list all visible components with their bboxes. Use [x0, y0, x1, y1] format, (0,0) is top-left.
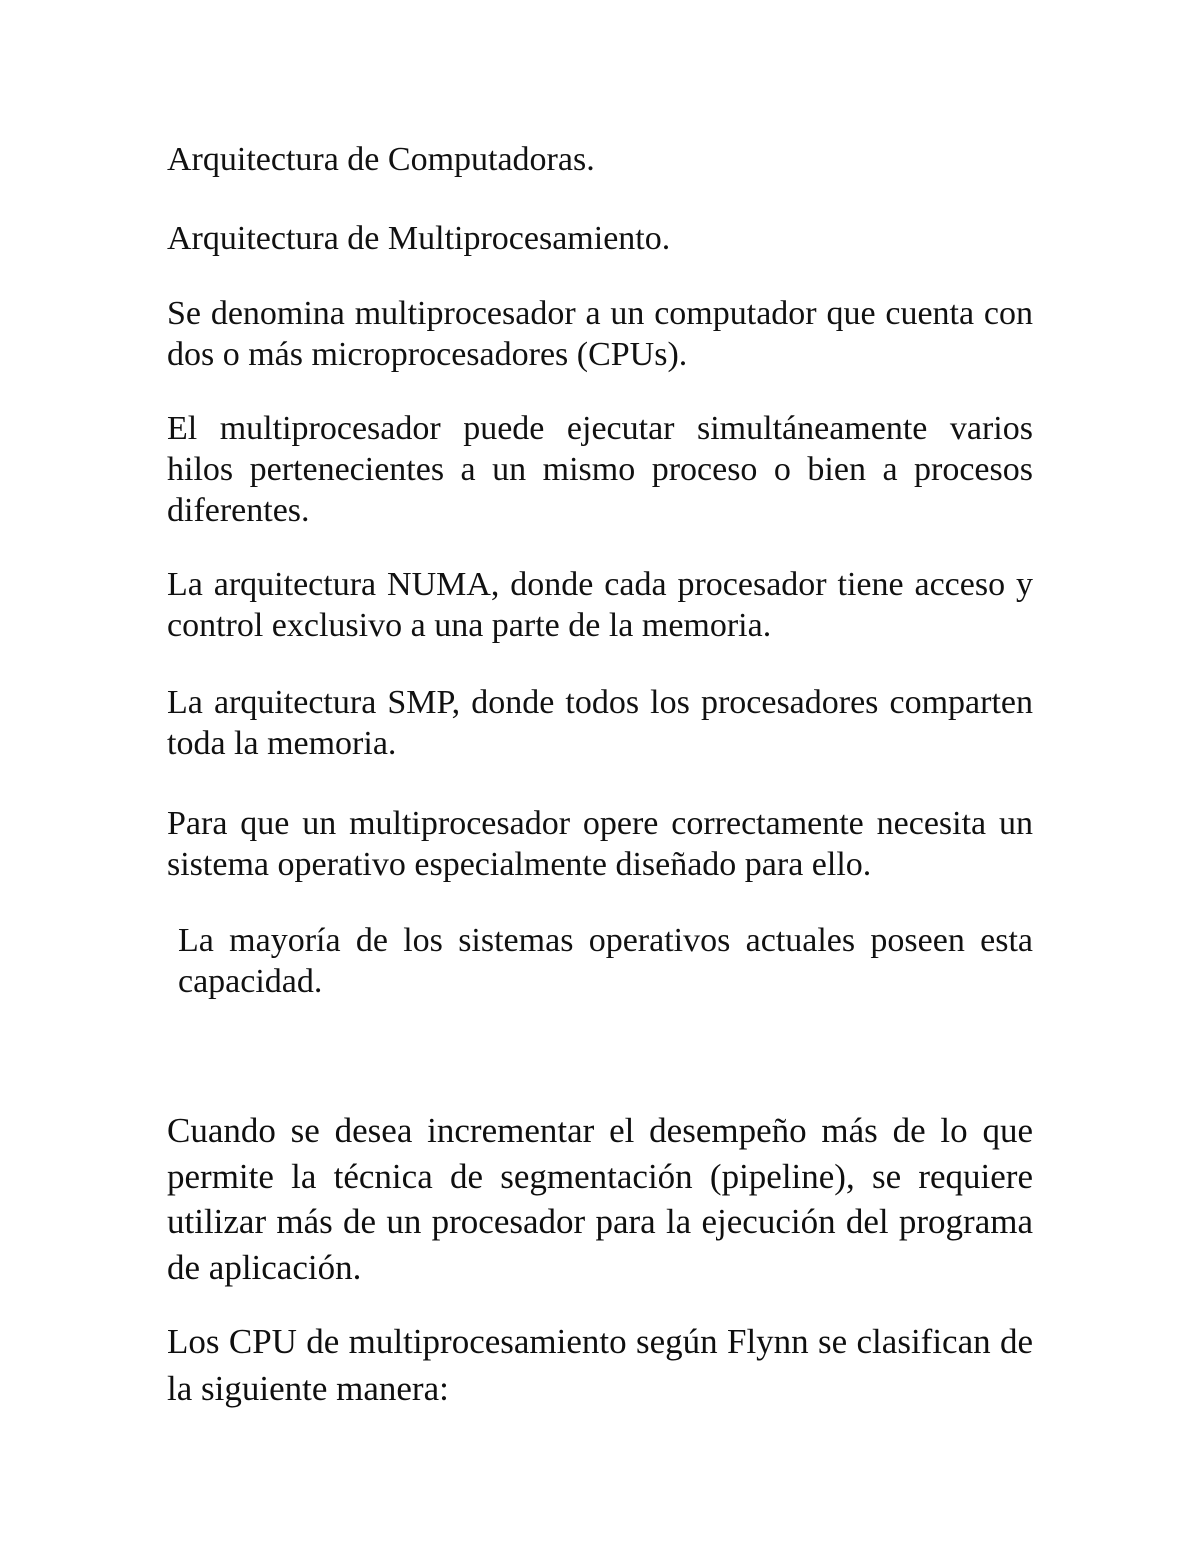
paragraph-desempeno-pipeline: Cuando se desea incrementar el desempeño más de lo que permite la técnica de segmentación (pipeline), se requiere utilizar más de un procesador para la ejecución del programa de aplicación.: [167, 1111, 1033, 1287]
paragraph-ejecucion-hilos: El multiprocesador puede ejecutar simultáneamente varios hilos pertenecientes a un mismo proceso o bien a procesos diferentes.: [167, 410, 1033, 529]
paragraph-sistema-operativo: Para que un multiprocesador opere correctamente necesita un sistema operativo especialmente diseñado para ello.: [167, 805, 1033, 883]
document-title: Arquitectura de Computadoras.: [167, 141, 595, 178]
document-subtitle: Arquitectura de Multiprocesamiento.: [167, 220, 671, 257]
paragraph-capacidad: La mayoría de los sistemas operativos actuales poseen esta capacidad.: [178, 922, 1033, 1000]
paragraph-multiprocesador-definicion: Se denomina multiprocesador a un computador que cuenta con dos o más microprocesadores (CPUs).: [167, 295, 1033, 373]
paragraph-arquitectura-smp: La arquitectura SMP, donde todos los procesadores comparten toda la memoria.: [167, 684, 1033, 762]
paragraph-arquitectura-numa: La arquitectura NUMA, donde cada procesador tiene acceso y control exclusivo a una parte de la memoria.: [167, 566, 1033, 644]
paragraph-clasificacion-flynn: Los CPU de multiprocesamiento según Flynn se clasifican de la siguiente manera:: [167, 1322, 1033, 1408]
